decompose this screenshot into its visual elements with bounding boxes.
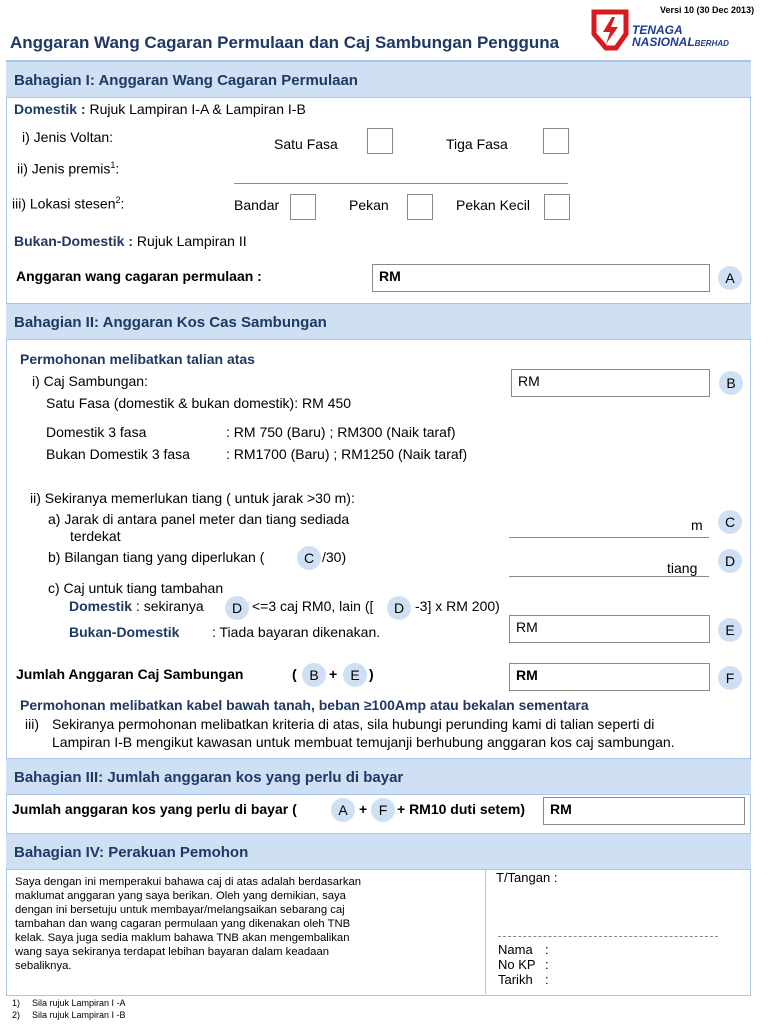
- bilangan-tiang-label: b) Bilangan tiang yang diperlukan (: [48, 549, 265, 565]
- section-1-header: [6, 61, 751, 98]
- bukan-domestik-tiang-text: : Tiada bayaran dikenakan.: [212, 624, 381, 640]
- tiga-fasa-label: Tiga Fasa: [446, 136, 508, 152]
- marker-c-inline: C: [297, 546, 321, 570]
- unit-m: m: [691, 517, 703, 533]
- marker-e: E: [718, 618, 742, 642]
- marker-a-inline: A: [331, 798, 355, 822]
- marker-f: F: [718, 666, 742, 690]
- kabel-bawah-tanah-subheading: Permohonan melibatkan kabel bawah tanah, beban ≥100Amp atau bekalan sementara: [20, 697, 589, 713]
- section-2-title: Bahagian II: Anggaran Kos Cas Sambungan: [14, 314, 327, 331]
- bukan-domestik-3fasa-label: Bukan Domestik 3 fasa: [46, 446, 190, 462]
- anggaran-rm-field[interactable]: RM: [372, 264, 710, 292]
- pekan-label: Pekan: [349, 197, 389, 213]
- unit-tiang: tiang: [667, 560, 698, 576]
- nokp-label: No KP: [498, 957, 536, 972]
- bandar-checkbox[interactable]: [290, 194, 316, 220]
- premis-input-line[interactable]: [234, 183, 568, 184]
- iii-text-1: Sekiranya permohonan melibatkan kriteria di atas, sila hubungi perunding kami di talian seperti di: [52, 716, 655, 732]
- logo-line3: BERHAD: [694, 39, 729, 48]
- duti-setem-label: + RM10 duti setem): [397, 801, 525, 817]
- satu-fasa-label: Satu Fasa: [274, 136, 338, 152]
- plus-sign: +: [329, 666, 338, 682]
- domestik-tiang-row: Domestik : sekiranya: [69, 598, 204, 614]
- paren-close: ): [369, 666, 374, 682]
- logo-text: [632, 24, 729, 50]
- section-3-header: [6, 758, 751, 795]
- caj-tiang-tambahan-label: c) Caj untuk tiang tambahan: [48, 580, 224, 596]
- pekan-checkbox[interactable]: [407, 194, 433, 220]
- tnb-logo-icon: [588, 8, 632, 52]
- jarak-label-2: terdekat: [70, 528, 121, 544]
- nama-label: Nama: [498, 942, 533, 957]
- satu-fasa-checkbox[interactable]: [367, 128, 393, 154]
- declaration-box: [7, 869, 486, 994]
- marker-f-inline: F: [371, 798, 395, 822]
- domestik-label: Domestik :: [14, 101, 86, 117]
- caj-sambungan-rm-field[interactable]: RM: [511, 369, 710, 397]
- anggaran-label: Anggaran wang cagaran permulaan :: [16, 268, 262, 284]
- jumlah-caj-rm-field[interactable]: RM: [509, 663, 710, 691]
- version-label: Versi 10 (30 Dec 2013): [660, 5, 755, 15]
- signature-line[interactable]: [498, 936, 718, 937]
- domestik-3fasa-label: Domestik 3 fasa: [46, 424, 147, 440]
- jumlah-kos-label: Jumlah anggaran kos yang perlu di bayar (: [12, 801, 297, 817]
- nama-colon: :: [545, 942, 549, 957]
- page-title: Anggaran Wang Cagaran Permulaan dan Caj Sambungan Pengguna: [10, 33, 560, 52]
- marker-a: A: [718, 266, 742, 290]
- domestik-tiang-formula: -3] x RM 200): [415, 598, 500, 614]
- tiang-tambahan-rm-field[interactable]: RM: [509, 615, 710, 643]
- plus-sign-2: +: [359, 801, 368, 817]
- tiang-question: ii) Sekiranya memerlukan tiang ( untuk jarak >30 m):: [30, 490, 355, 506]
- satu-fasa-rate: Satu Fasa (domestik & bukan domestik): RM 450: [46, 395, 352, 411]
- pekan-kecil-checkbox[interactable]: [544, 194, 570, 220]
- iii-text-2: Lampiran I-B mengikut kawasan untuk membuat temujanji berhubung anggaran kos caj sambungan.: [52, 734, 675, 750]
- iii-number: iii): [25, 716, 39, 732]
- domestik-row: [14, 101, 306, 117]
- logo-line2: NASIONAL: [632, 35, 695, 49]
- domestik-tiang-rule: <=3 caj RM0, lain ([: [252, 598, 374, 614]
- section-2-header: [6, 303, 751, 340]
- paren-open: (: [292, 666, 297, 682]
- bukan-domestik-3fasa-rate: : RM1700 (Baru) ; RM1250 (Naik taraf): [226, 446, 468, 462]
- footnote-1: 1) Sila rujuk Lampiran I -A: [12, 998, 126, 1008]
- jumlah-kos-rm-field[interactable]: RM: [543, 797, 745, 825]
- section-4-header: [6, 833, 751, 870]
- bukan-domestik-tiang-row: Bukan-Domestik: [69, 624, 180, 640]
- domestik-3fasa-rate: : RM 750 (Baru) ; RM300 (Naik taraf): [226, 424, 456, 440]
- pekan-kecil-label: Pekan Kecil: [456, 197, 530, 213]
- marker-e-inline: E: [343, 663, 367, 687]
- lokasi-label: iii) Lokasi stesen$^2$:: [12, 195, 125, 212]
- tiga-fasa-checkbox[interactable]: [543, 128, 569, 154]
- bukan-domestik-label: Bukan-Domestik :: [14, 233, 134, 249]
- marker-c: C: [718, 510, 742, 534]
- premis-label: ii) Jenis premis$^1$:: [17, 160, 120, 177]
- jumlah-caj-label: Jumlah Anggaran Caj Sambungan: [16, 666, 244, 682]
- domestik-ref: Rujuk Lampiran I-A & Lampiran I-B: [85, 101, 306, 117]
- tarikh-label: Tarikh: [498, 972, 533, 987]
- marker-d-inline-2: D: [387, 596, 411, 620]
- tarikh-colon: :: [545, 972, 549, 987]
- tiang-input-line[interactable]: [509, 576, 709, 577]
- declaration-text: Saya dengan ini memperakui bahawa caj di atas adalah berdasarkan maklumat anggaran yang saya berikan. Oleh yang demikian, saya dengan ini bersetuju untuk membayar/melangsaikan sebarang caj tambahan dan wang cagaran permulaan yang dikenakan oleh TNB kelak. Saya juga sedia maklum bahawa TNB akan mengembalikan wang saya sekiranya terdapat lebihan bayaran dalam keadaan sebaliknya.: [15, 876, 362, 972]
- talian-atas-subheading: Permohonan melibatkan talian atas: [20, 351, 255, 367]
- nokp-colon: :: [545, 957, 549, 972]
- bilangan-tiang-end: /30): [322, 549, 347, 565]
- logo-line1: TENAGA: [632, 23, 683, 37]
- bukan-domestik-ref: Rujuk Lampiran II: [133, 233, 247, 249]
- footnote-2: 2) Sila rujuk Lampiran I -B: [12, 1010, 126, 1020]
- bukan-domestik-row: [14, 233, 247, 249]
- section-3-title: Bahagian III: Jumlah anggaran kos yang perlu di bayar: [14, 769, 404, 786]
- jarak-label: a) Jarak di antara panel meter dan tiang sediada: [48, 511, 350, 527]
- marker-d: D: [718, 549, 742, 573]
- marker-d-inline-1: D: [225, 596, 249, 620]
- caj-sambungan-label: i) Caj Sambungan:: [32, 373, 148, 389]
- marker-b: B: [719, 371, 743, 395]
- marker-b-inline: B: [302, 663, 326, 687]
- bandar-label: Bandar: [234, 197, 280, 213]
- section-4-title: Bahagian IV: Perakuan Pemohon: [14, 844, 249, 861]
- jarak-input-line[interactable]: [509, 537, 709, 538]
- tandatangan-label: T/Tangan :: [496, 870, 558, 885]
- section-1-title: Bahagian I: Anggaran Wang Cagaran Permulaan: [14, 72, 358, 89]
- voltan-label: i) Jenis Voltan:: [22, 129, 114, 145]
